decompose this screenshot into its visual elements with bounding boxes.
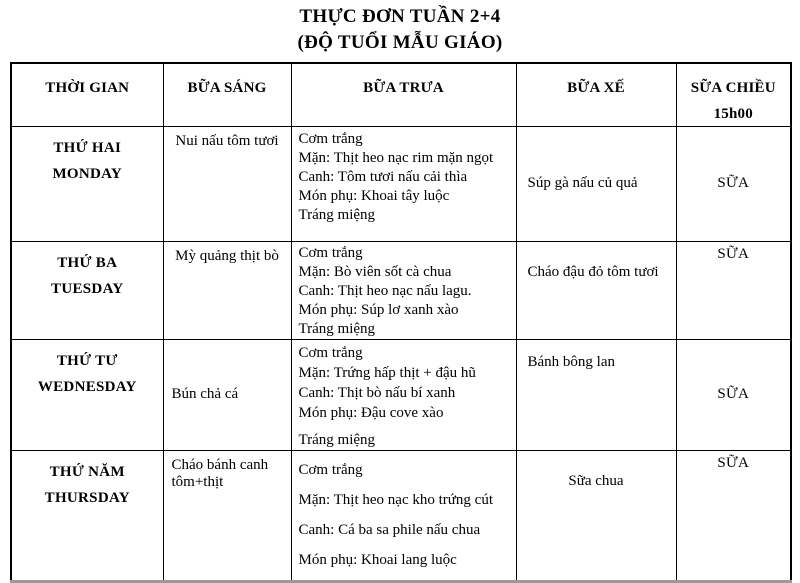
cell-monday-breakfast: Nui nấu tôm tươi xyxy=(163,126,291,241)
header-bua-sang: BỮA SÁNG xyxy=(163,63,291,126)
cell-monday-snack: Súp gà nấu củ quả xyxy=(516,126,676,241)
cell-thursday-day: THỨ NĂM THURSDAY xyxy=(11,450,163,581)
cell-tuesday-snack: Cháo đậu đỏ tôm tươi xyxy=(516,241,676,339)
document-title xyxy=(0,0,800,56)
header-bua-xe: BỮA XẾ xyxy=(516,63,676,126)
cell-wednesday-day: THỨ TƯ WEDNESDAY xyxy=(11,339,163,450)
cell-thursday-milk: SỮA xyxy=(676,450,791,581)
header-sua-chieu-time: 15h00 xyxy=(713,106,753,122)
cell-wednesday-breakfast: Bún chả cá xyxy=(163,339,291,450)
header-row xyxy=(11,63,791,126)
cell-monday-day: THỨ HAI MONDAY xyxy=(11,126,163,241)
row-thursday xyxy=(11,450,791,581)
title-line-2: (ĐỘ TUỔI MẪU GIÁO) xyxy=(297,32,503,53)
cell-thursday-snack: Sữa chua xyxy=(516,450,676,581)
cell-monday-milk: SỮA xyxy=(676,126,791,241)
cell-wednesday-snack: Bánh bông lan xyxy=(516,339,676,450)
cell-tuesday-breakfast: Mỳ quảng thịt bò xyxy=(163,241,291,339)
row-monday xyxy=(11,126,791,241)
cell-thursday-breakfast: Cháo bánh canh tôm+thịt xyxy=(163,450,291,581)
cell-tuesday-lunch: Cơm trắng Mặn: Bò viên sốt cà chua Canh: Thịt heo nạc nấu lagu. Món phụ: Súp lơ xanh xào Tráng miệng xyxy=(291,241,516,339)
row-wednesday xyxy=(11,339,791,450)
cell-monday-lunch: Cơm trắng Mặn: Thịt heo nạc rim mặn ngọt Canh: Tôm tươi nấu cải thìa Món phụ: Khoai tây luộc Tráng miệng xyxy=(291,126,516,241)
header-sua-chieu xyxy=(676,63,791,126)
header-sua-chieu-label: SỮA CHIỀU xyxy=(690,80,776,96)
cell-thursday-lunch: Cơm trắng Mặn: Thịt heo nạc kho trứng cút Canh: Cá ba sa phile nấu chua Món phụ: Khoai lang luộc xyxy=(291,450,516,581)
cell-tuesday-day: THỨ BA TUESDAY xyxy=(11,241,163,339)
cell-wednesday-milk: SỮA xyxy=(676,339,791,450)
header-bua-trua: BỮA TRƯA xyxy=(291,63,516,126)
cell-tuesday-milk: SỮA xyxy=(676,241,791,339)
title-line-1: THỰC ĐƠN TUẦN 2+4 xyxy=(299,6,501,27)
cell-wednesday-lunch: Cơm trắng Mặn: Trứng hấp thịt + đậu hũ Canh: Thịt bò nấu bí xanh Món phụ: Đậu cove xào Tráng miệng xyxy=(291,339,516,450)
row-tuesday xyxy=(11,241,791,339)
menu-table xyxy=(10,62,792,583)
header-thoi-gian: THỜI GIAN xyxy=(11,63,163,126)
